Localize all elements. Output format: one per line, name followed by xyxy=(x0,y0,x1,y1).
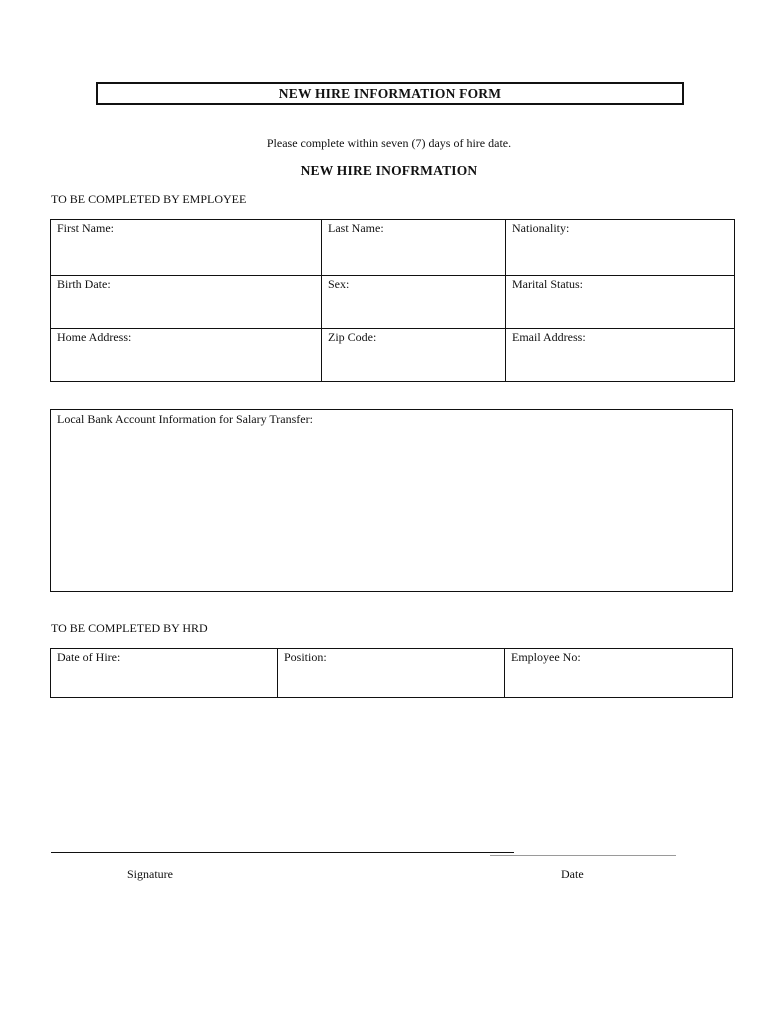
employee-no-label: Employee No: xyxy=(511,650,581,664)
date-line[interactable] xyxy=(490,855,676,856)
table-row xyxy=(51,649,733,698)
employee-section-label: TO BE COMPLETED BY EMPLOYEE xyxy=(51,192,247,206)
first-name-label: First Name: xyxy=(57,221,114,235)
sex-label: Sex: xyxy=(328,277,350,291)
email-address-label: Email Address: xyxy=(512,330,586,344)
date-of-hire-label: Date of Hire: xyxy=(57,650,121,664)
signature-caption: Signature xyxy=(127,867,173,881)
employee-no-field[interactable] xyxy=(505,649,733,698)
last-name-label: Last Name: xyxy=(328,221,384,235)
zip-code-field[interactable] xyxy=(322,329,506,382)
table-row xyxy=(51,220,735,276)
email-address-field[interactable] xyxy=(506,329,735,382)
last-name-field[interactable] xyxy=(322,220,506,276)
sex-field[interactable] xyxy=(322,276,506,329)
birth-date-field[interactable] xyxy=(51,276,322,329)
completion-instruction: Please complete within seven (7) days of hire date. xyxy=(266,136,512,150)
form-title: NEW HIRE INFORMATION FORM xyxy=(96,82,684,105)
bank-account-label: Local Bank Account Information for Salary Transfer: xyxy=(57,412,313,426)
home-address-field[interactable] xyxy=(51,329,322,382)
table-row xyxy=(51,329,735,382)
nationality-field[interactable] xyxy=(506,220,735,276)
signature-line[interactable] xyxy=(51,852,514,853)
marital-status-label: Marital Status: xyxy=(512,277,583,291)
first-name-field[interactable] xyxy=(51,220,322,276)
table-row xyxy=(51,276,735,329)
employee-info-table xyxy=(50,219,735,382)
nationality-label: Nationality: xyxy=(512,221,570,235)
hrd-section-label: TO BE COMPLETED BY HRD xyxy=(51,621,208,635)
position-field[interactable] xyxy=(278,649,505,698)
birth-date-label: Birth Date: xyxy=(57,277,111,291)
hrd-info-table xyxy=(50,648,733,698)
bank-account-field[interactable] xyxy=(50,409,733,592)
section-subtitle: NEW HIRE INOFRMATION xyxy=(300,163,478,178)
zip-code-label: Zip Code: xyxy=(328,330,377,344)
date-caption: Date xyxy=(561,867,584,881)
home-address-label: Home Address: xyxy=(57,330,132,344)
marital-status-field[interactable] xyxy=(506,276,735,329)
position-label: Position: xyxy=(284,650,327,664)
date-of-hire-field[interactable] xyxy=(51,649,278,698)
